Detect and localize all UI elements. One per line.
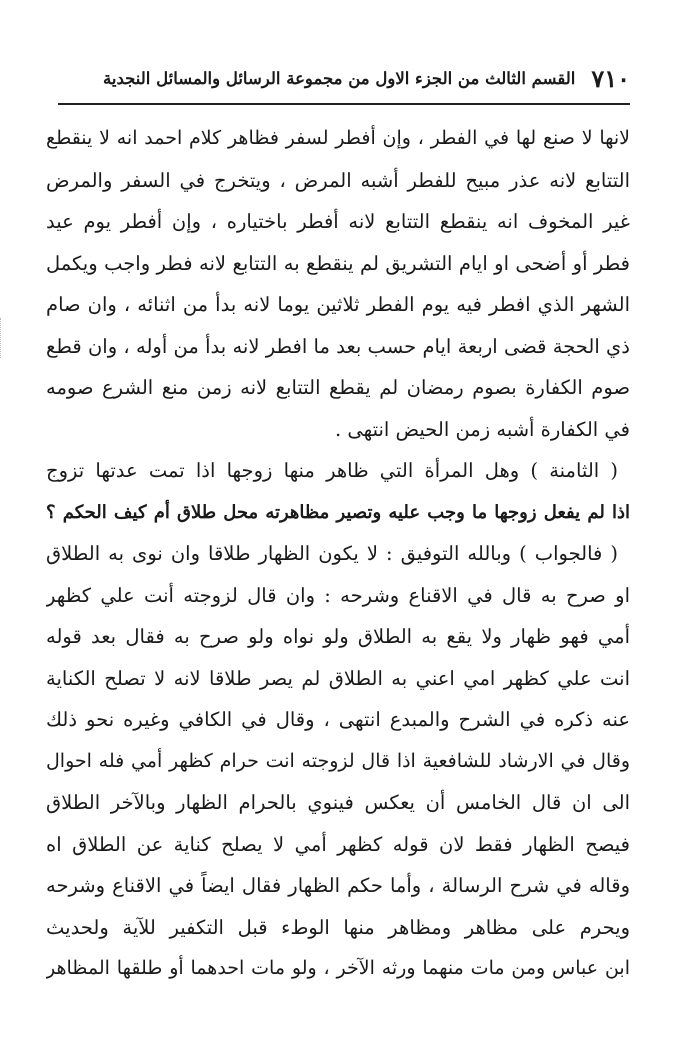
text-line-1: لانها لا صنع لها في الفطر ، وإن أفطر لسفر فظاهر كلام احمد انه لا ينقطع bbox=[46, 127, 630, 149]
text-line-5: الشهر الذي افطر فيه يوم الفطر ثلاثين يوما لانه بدأ من اثنائه ، وان صام bbox=[46, 293, 630, 316]
text-line-9: ( الثامنة ) وهل المرأة التي ظاهر منها زوجها اذا تمت عدتها تزوج bbox=[46, 459, 618, 482]
text-line-6: ذي الحجة قضى اربعة ايام حسب بعد ما افطر لانه بدأ من أوله ، وان قطع bbox=[46, 334, 630, 358]
margin-mark bbox=[0, 318, 5, 358]
text-line-3: غير المخوف انه ينقطع التتابع لانه أفطر باختياره ، وإن أفطر يوم عيد bbox=[46, 210, 630, 233]
text-line-2: التتابع لانه عذر مبيح للفطر أشبه المرض ، ويتخرج في السفر والمرض bbox=[46, 168, 630, 192]
text-line-13: أمي فهو ظهار ولا يقع به الطلاق ولو نواه ولو صرح به فقال بعد قوله bbox=[46, 625, 630, 648]
text-line-15: عنه ذكره في الشرح والمبدع انتهى ، وقال في الكافي وغيره نحو ذلك bbox=[46, 708, 630, 731]
text-line-4: فطر أو أضحى او ايام التشريق لم ينقطع به التتابع لانه فطر واجب ويكمل bbox=[46, 251, 630, 275]
text-line-19: وقاله في شرح الرسالة ، وأما حكم الظهار فقال ايضاً في الاقناع وشرحه bbox=[46, 874, 630, 897]
text-line-8: في الكفارة أشبه زمن الحيض انتهى . bbox=[334, 417, 630, 441]
running-title: القسم الثالث من الجزء الاول من مجموعة الرسائل والمسائل النجدية bbox=[103, 68, 576, 88]
text-line-14: انت علي كظهر امي اعني به الطلاق لم يصر طلاقا لانه لا تصلح الكناية bbox=[46, 666, 630, 690]
text-line-21: ابن عباس ومن مات منهما ورثه الآخر ، ولو مات احدهما أو طلقها المظاهر bbox=[46, 957, 630, 979]
text-line-12: او صرح به قال في الاقناع وشرحه : وان قال لزوجته أنت علي كظهر bbox=[46, 583, 630, 607]
page-header bbox=[58, 60, 630, 96]
text-line-10: اذا لم يفعل زوجها ما وجب عليه وتصير مظاهرته محل طلاق أم كيف الحكم ؟ bbox=[46, 501, 630, 523]
text-line-7: صوم الكفارة بصوم رمضان لم يقطع التتابع لانه زمن منع الشرع صومه bbox=[46, 376, 630, 399]
body-text bbox=[46, 118, 630, 990]
header-divider bbox=[58, 103, 630, 105]
text-line-20: ويحرم على مظاهر ومظاهر منها الوطء قبل التكفير للآية ولحديث bbox=[46, 915, 630, 939]
text-line-17: الى ان قال الخامس أن يعكس فينوي بالحرام الظهار وبالآخر الطلاق bbox=[46, 791, 630, 814]
text-line-16: وقال في الارشاد للشافعية اذا قال لزوجته انت حرام كظهر أمي فله احوال bbox=[46, 749, 630, 772]
text-line-11: ( فالجواب ) وبالله التوفيق : لا يكون الظهار طلاقا وان نوى به الطلاق bbox=[46, 542, 618, 565]
text-line-18: فيصح الظهار فقط لان قوله كظهر أمي لا يصلح كناية عن الطلاق اه bbox=[46, 832, 630, 856]
page-number: ٧١٠ bbox=[591, 63, 630, 93]
